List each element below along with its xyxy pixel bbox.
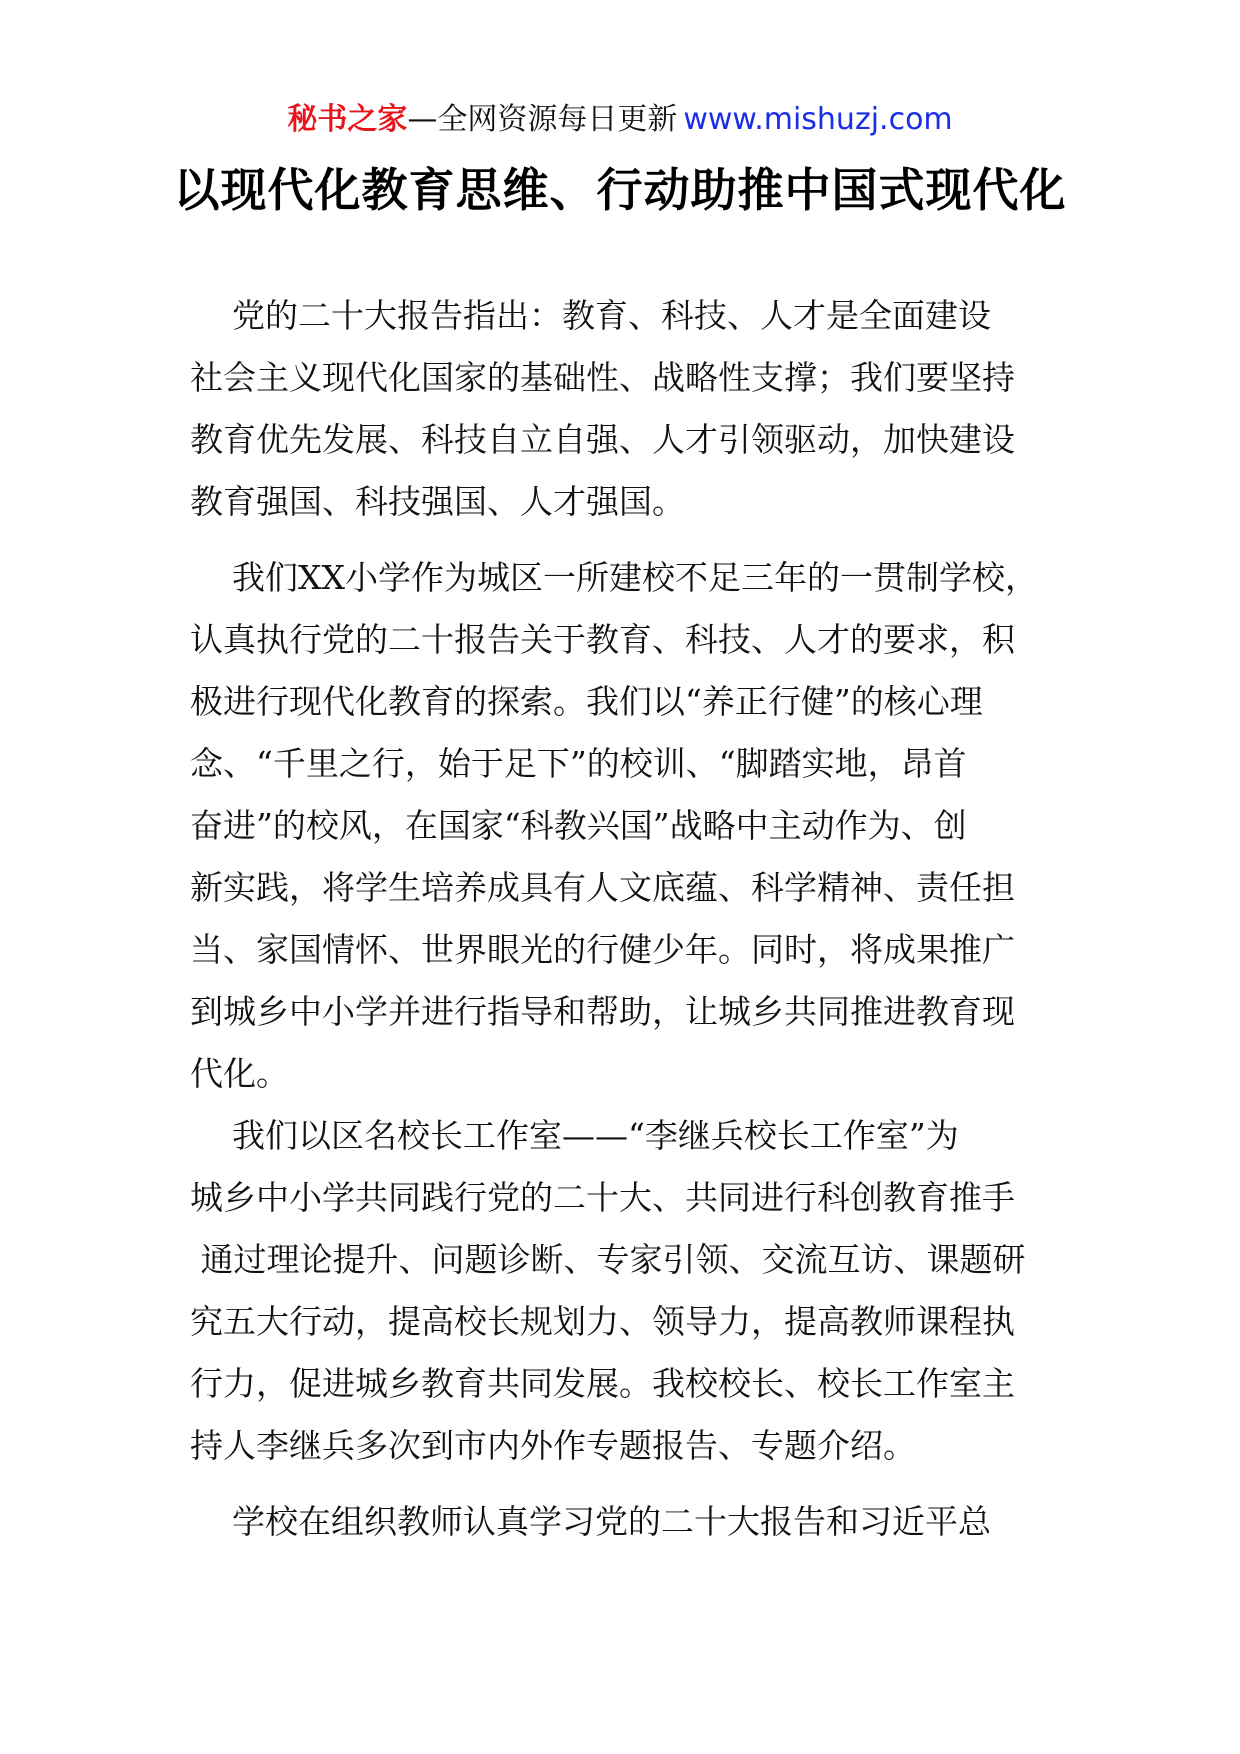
- text-line: 我们以区名校长工作室——“李继兵校长工作室”为: [190, 1116, 959, 1155]
- text-line: 极进行现代化教育的探索。我们以“养正行健”的核心理: [190, 682, 983, 721]
- text-line: 党的二十大报告指出：教育、科技、人才是全面建设: [190, 296, 991, 335]
- text-line: 究五大行动，提高校长规划力、领导力，提高教师课程执: [190, 1302, 1015, 1341]
- site-header: [0, 100, 1240, 140]
- brand-name: 秘书之家: [287, 102, 408, 137]
- text-line: 念、“千里之行，始于足下”的校训、“脚踏实地，昂首: [190, 744, 967, 783]
- paragraph: [190, 1105, 1050, 1477]
- text-line: 认真执行党的二十报告关于教育、科技、人才的要求，积: [190, 620, 1015, 659]
- text-line: 持人李继兵多次到市内外作专题报告、专题介绍。: [190, 1426, 916, 1465]
- text-line: 教育优先发展、科技自立自强、人才引领驱动，加快建设: [190, 420, 1015, 459]
- document-body: [190, 285, 1050, 1553]
- paragraph-gap: [190, 1477, 1050, 1491]
- paragraph: [190, 547, 1050, 1105]
- text-line: 当、家国情怀、世界眼光的行健少年。同时，将成果推广: [190, 930, 1015, 969]
- text-line: 城乡中小学共同践行党的二十大、共同进行科创教育推手: [190, 1178, 1015, 1217]
- text-line: 通过理论提升、问题诊断、专家引领、交流互访、课题研: [190, 1240, 1026, 1279]
- site-url-link[interactable]: www.mishuzj.com: [683, 102, 953, 137]
- document-title: 以现代化教育思维、行动助推中国式现代化: [173, 163, 1067, 217]
- text-line: 到城乡中小学并进行指导和帮助，让城乡共同推进教育现: [190, 992, 1015, 1031]
- site-slogan: —全网资源每日更新: [407, 102, 678, 137]
- text-line: 新实践，将学生培养成具有人文底蕴、科学精神、责任担: [190, 868, 1015, 907]
- text-line: 教育强国、科技强国、人才强国。: [190, 482, 685, 521]
- paragraph-gap: [190, 533, 1050, 547]
- text-line: 社会主义现代化国家的基础性、战略性支撑；我们要坚持: [190, 358, 1015, 397]
- text-line: 行力，促进城乡教育共同发展。我校校长、校长工作室主: [190, 1364, 1015, 1403]
- text-line: 代化。: [190, 1054, 289, 1093]
- text-line: 我们XX小学作为城区一所建校不足三年的一贯制学校，: [190, 558, 1038, 597]
- text-line: 奋进”的校风，在国家“科教兴国”战略中主动作为、创: [190, 806, 967, 845]
- paragraph: [190, 1491, 1050, 1553]
- paragraph: [190, 285, 1050, 533]
- text-line: 学校在组织教师认真学习党的二十大报告和习近平总: [190, 1502, 991, 1541]
